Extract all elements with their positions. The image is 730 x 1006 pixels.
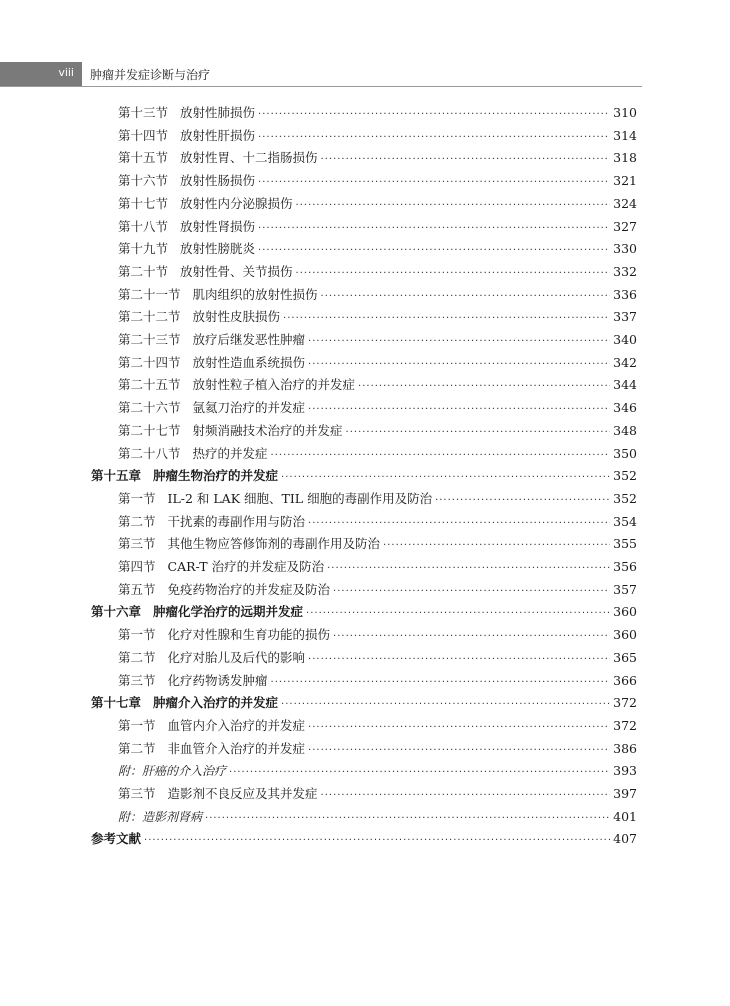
toc-entry-title: 参考文献 bbox=[91, 831, 142, 847]
dot-leader bbox=[333, 628, 610, 646]
toc-section-entry[interactable] bbox=[118, 218, 637, 236]
toc-entry-page: 393 bbox=[613, 763, 637, 779]
toc-section-entry[interactable] bbox=[118, 626, 637, 644]
dot-leader bbox=[435, 492, 610, 510]
toc-entry-title: 附：肝癌的介入治疗 bbox=[118, 764, 227, 779]
dot-leader bbox=[308, 333, 610, 351]
toc-entry-page: 350 bbox=[613, 445, 637, 461]
toc-entry-number: 第一节 bbox=[118, 490, 156, 506]
toc-entry-title: 放射性肠损伤 bbox=[180, 173, 256, 189]
dot-leader bbox=[229, 764, 610, 782]
toc-entry-page: 356 bbox=[613, 559, 637, 574]
dot-leader bbox=[321, 787, 611, 805]
dot-leader bbox=[296, 265, 611, 283]
toc-section-entry[interactable] bbox=[118, 490, 637, 508]
toc-section-entry[interactable] bbox=[118, 240, 637, 258]
toc-entry-number: 第十七节 bbox=[118, 195, 169, 211]
toc-entry-page: 324 bbox=[613, 195, 637, 211]
toc-section-entry[interactable] bbox=[118, 399, 637, 417]
toc-entry-number: 第二十三节 bbox=[118, 332, 181, 347]
toc-entry-number: 第十八节 bbox=[118, 218, 169, 234]
toc-entry-title: 干扰素的毒副作用与防治 bbox=[167, 513, 306, 529]
toc-entry-title: 放射性膀胱炎 bbox=[180, 241, 256, 257]
toc-entry-page: 340 bbox=[613, 332, 637, 347]
toc-entry-page: 401 bbox=[613, 808, 637, 824]
dot-leader bbox=[281, 469, 610, 487]
toc-entry-number: 第十五节 bbox=[118, 150, 169, 166]
toc-entry-number: 第三节 bbox=[118, 672, 156, 688]
running-title: 肿瘤并发症诊断与治疗 bbox=[90, 68, 211, 82]
toc-entry-title: 放射性造血系统损伤 bbox=[192, 354, 306, 370]
dot-leader bbox=[358, 378, 610, 396]
toc-entry-title: 放射性骨、关节损伤 bbox=[180, 263, 293, 279]
toc-entry-page: 321 bbox=[613, 173, 637, 189]
toc-entry-title: 放射性肾损伤 bbox=[180, 218, 256, 234]
toc-section-entry[interactable] bbox=[118, 740, 637, 758]
toc-entry-title: 其他生物应答修饰剂的毒副作用及防治 bbox=[167, 536, 381, 552]
dot-leader bbox=[308, 651, 610, 669]
toc-entry-number: 第三节 bbox=[118, 536, 156, 552]
toc-appendix-entry[interactable] bbox=[118, 808, 637, 826]
toc-entry-page: 372 bbox=[613, 717, 637, 733]
toc-entry-number: 第二十一节 bbox=[118, 286, 181, 302]
dot-leader bbox=[308, 401, 610, 419]
toc-entry-page: 314 bbox=[613, 127, 637, 143]
toc-section-entry[interactable] bbox=[118, 535, 637, 553]
toc-entry-title: 附：造影剂肾病 bbox=[118, 809, 203, 824]
toc-section-entry[interactable] bbox=[118, 558, 637, 576]
dot-leader bbox=[144, 832, 610, 850]
dot-leader bbox=[283, 310, 610, 328]
dot-leader bbox=[308, 742, 610, 760]
toc-entry-page: 360 bbox=[613, 604, 637, 620]
dot-leader bbox=[308, 719, 610, 737]
dot-leader bbox=[258, 174, 610, 192]
toc-chapter-entry[interactable] bbox=[91, 603, 637, 621]
toc-entry-title: 肿瘤生物治疗的并发症 bbox=[153, 468, 279, 484]
toc-section-entry[interactable] bbox=[118, 785, 637, 803]
toc-entry-number: 第十七章 bbox=[91, 695, 142, 711]
toc-entry-title: IL-2 和 LAK 细胞、TIL 细胞的毒副作用及防治 bbox=[167, 490, 433, 506]
toc-entry-page: 336 bbox=[613, 286, 637, 302]
toc-entry-title: 化疗对胎儿及后代的影响 bbox=[167, 649, 306, 665]
toc-entry-title: 氩氦刀治疗的并发症 bbox=[192, 400, 306, 416]
toc-entry-page: 332 bbox=[613, 263, 637, 279]
toc-chapter-entry[interactable] bbox=[91, 467, 637, 485]
toc-entry-page: 372 bbox=[613, 695, 637, 711]
dot-leader bbox=[308, 515, 610, 533]
toc-entry-page: 327 bbox=[613, 218, 637, 234]
toc-entry-number: 第二节 bbox=[118, 513, 156, 529]
toc-entry-title: 放射性胃、十二指肠损伤 bbox=[180, 150, 318, 166]
toc-appendix-entry[interactable] bbox=[118, 762, 637, 780]
toc-entry-title: CAR-T 治疗的并发症及防治 bbox=[167, 559, 325, 574]
toc-entry-page: 365 bbox=[613, 649, 637, 665]
toc-section-entry[interactable] bbox=[118, 331, 637, 349]
toc-entry-page: 352 bbox=[613, 490, 637, 506]
toc-section-entry[interactable] bbox=[118, 649, 637, 667]
toc-section-entry[interactable] bbox=[118, 445, 637, 463]
toc-entry-title: 造影剂不良反应及其并发症 bbox=[167, 786, 318, 801]
dot-leader bbox=[271, 447, 611, 465]
toc-entry-title: 肌肉组织的放射性损伤 bbox=[192, 286, 318, 302]
toc-section-entry[interactable] bbox=[118, 149, 637, 167]
toc-entry-number: 第十九节 bbox=[118, 241, 169, 257]
toc-entry-page: 357 bbox=[613, 581, 637, 597]
toc-entry-page: 354 bbox=[613, 513, 637, 529]
toc-entry-title: 放疗后继发恶性肿瘤 bbox=[192, 332, 306, 347]
dot-leader bbox=[327, 560, 610, 578]
toc-entry-title: 非血管介入治疗的并发症 bbox=[167, 740, 306, 756]
toc-entry-number: 第十六节 bbox=[118, 173, 169, 189]
dot-leader bbox=[321, 288, 611, 306]
toc-section-entry[interactable] bbox=[118, 581, 637, 599]
toc-entry-page: 337 bbox=[613, 309, 637, 325]
toc-entry-number: 第二节 bbox=[118, 740, 156, 756]
toc-entry-number: 第二十节 bbox=[118, 263, 169, 279]
toc-entry-number: 第二十五节 bbox=[118, 377, 181, 393]
toc-entry-title: 肿瘤化学治疗的远期并发症 bbox=[153, 604, 304, 620]
toc-entry-title: 热疗的并发症 bbox=[192, 445, 268, 461]
toc-entry-number: 第十五章 bbox=[91, 468, 142, 484]
toc-entry-number: 第十四节 bbox=[118, 127, 169, 143]
toc-entry-page: 348 bbox=[613, 422, 637, 438]
dot-leader bbox=[271, 674, 611, 692]
dot-leader bbox=[306, 605, 610, 623]
toc-entry-page: 407 bbox=[613, 831, 637, 847]
toc-entry-number: 第二十四节 bbox=[118, 354, 181, 370]
toc-chapter-entry[interactable] bbox=[91, 694, 637, 712]
dot-leader bbox=[258, 129, 610, 147]
dot-leader bbox=[281, 696, 610, 714]
toc-entry-page: 318 bbox=[613, 150, 637, 166]
toc-section-entry[interactable] bbox=[118, 104, 637, 122]
toc-entry-page: 352 bbox=[613, 468, 637, 484]
toc-entry-page: 360 bbox=[613, 627, 637, 643]
toc-entry-page: 355 bbox=[613, 536, 637, 552]
toc-entry-number: 第二节 bbox=[118, 649, 156, 665]
toc-section-entry[interactable] bbox=[118, 717, 637, 735]
toc-entry-title: 放射性肝损伤 bbox=[180, 127, 256, 143]
toc-entry-page: 344 bbox=[613, 377, 637, 393]
dot-leader bbox=[258, 220, 610, 238]
toc-entry-number: 第一节 bbox=[118, 627, 156, 643]
toc-entry-title: 化疗对性腺和生育功能的损伤 bbox=[167, 627, 331, 643]
toc-entry-title: 射频消融技术治疗的并发症 bbox=[192, 422, 343, 438]
dot-leader bbox=[346, 424, 611, 442]
toc-entry-number: 第一节 bbox=[118, 717, 156, 733]
toc-section-entry[interactable] bbox=[118, 195, 637, 213]
toc-section-entry[interactable] bbox=[118, 286, 637, 304]
toc-section-entry[interactable] bbox=[118, 172, 637, 190]
dot-leader bbox=[321, 151, 611, 169]
toc-entry-title: 血管内介入治疗的并发症 bbox=[167, 717, 306, 733]
toc-entry-page: 366 bbox=[613, 672, 637, 688]
page-number-tab bbox=[0, 62, 82, 86]
toc-entry-number: 第十三节 bbox=[118, 105, 169, 120]
toc-section-entry[interactable] bbox=[118, 263, 637, 281]
toc-entry-title: 免疫药物治疗的并发症及防治 bbox=[167, 581, 331, 597]
toc-section-entry[interactable] bbox=[118, 672, 637, 690]
toc-entry-page: 397 bbox=[613, 786, 637, 801]
page-number: viii bbox=[58, 66, 74, 79]
dot-leader bbox=[258, 106, 610, 124]
toc-entry-title: 放射性皮肤损伤 bbox=[192, 309, 281, 325]
toc-entry-title: 肿瘤介入治疗的并发症 bbox=[153, 695, 279, 711]
dot-leader bbox=[333, 583, 610, 601]
toc-entry-title: 化疗药物诱发肿瘤 bbox=[167, 672, 268, 688]
toc-entry-title: 放射性内分泌腺损伤 bbox=[180, 195, 293, 211]
toc-entry-number: 第四节 bbox=[118, 559, 156, 574]
toc-entry-number: 第二十八节 bbox=[118, 445, 181, 461]
toc-entry-title: 放射性肺损伤 bbox=[180, 105, 256, 120]
toc-entry-number: 第五节 bbox=[118, 581, 156, 597]
toc-section-entry[interactable] bbox=[118, 376, 637, 394]
toc-entry-title: 放射性粒子植入治疗的并发症 bbox=[192, 377, 356, 393]
toc-section-entry[interactable] bbox=[118, 127, 637, 145]
toc-section-entry[interactable] bbox=[118, 308, 637, 326]
toc-entry-number: 第三节 bbox=[118, 786, 156, 801]
toc-section-entry[interactable] bbox=[118, 354, 637, 372]
toc-entry-number: 第二十七节 bbox=[118, 422, 181, 438]
toc-section-entry[interactable] bbox=[118, 513, 637, 531]
dot-leader bbox=[205, 810, 610, 828]
running-header bbox=[0, 62, 642, 87]
toc-entry-number: 第十六章 bbox=[91, 604, 142, 620]
dot-leader bbox=[258, 242, 610, 260]
toc-entry-number: 第二十六节 bbox=[118, 400, 181, 416]
toc-entry-page: 386 bbox=[613, 740, 637, 756]
toc-entry-page: 330 bbox=[613, 241, 637, 257]
dot-leader bbox=[308, 356, 610, 374]
toc-entry-page: 346 bbox=[613, 400, 637, 416]
toc-entry-page: 310 bbox=[613, 105, 637, 120]
toc-section-entry[interactable] bbox=[118, 422, 637, 440]
toc-entry-number: 第二十二节 bbox=[118, 309, 181, 325]
dot-leader bbox=[383, 537, 610, 555]
toc-references-entry[interactable] bbox=[91, 830, 637, 848]
dot-leader bbox=[296, 197, 611, 215]
toc-entry-page: 342 bbox=[613, 354, 637, 370]
